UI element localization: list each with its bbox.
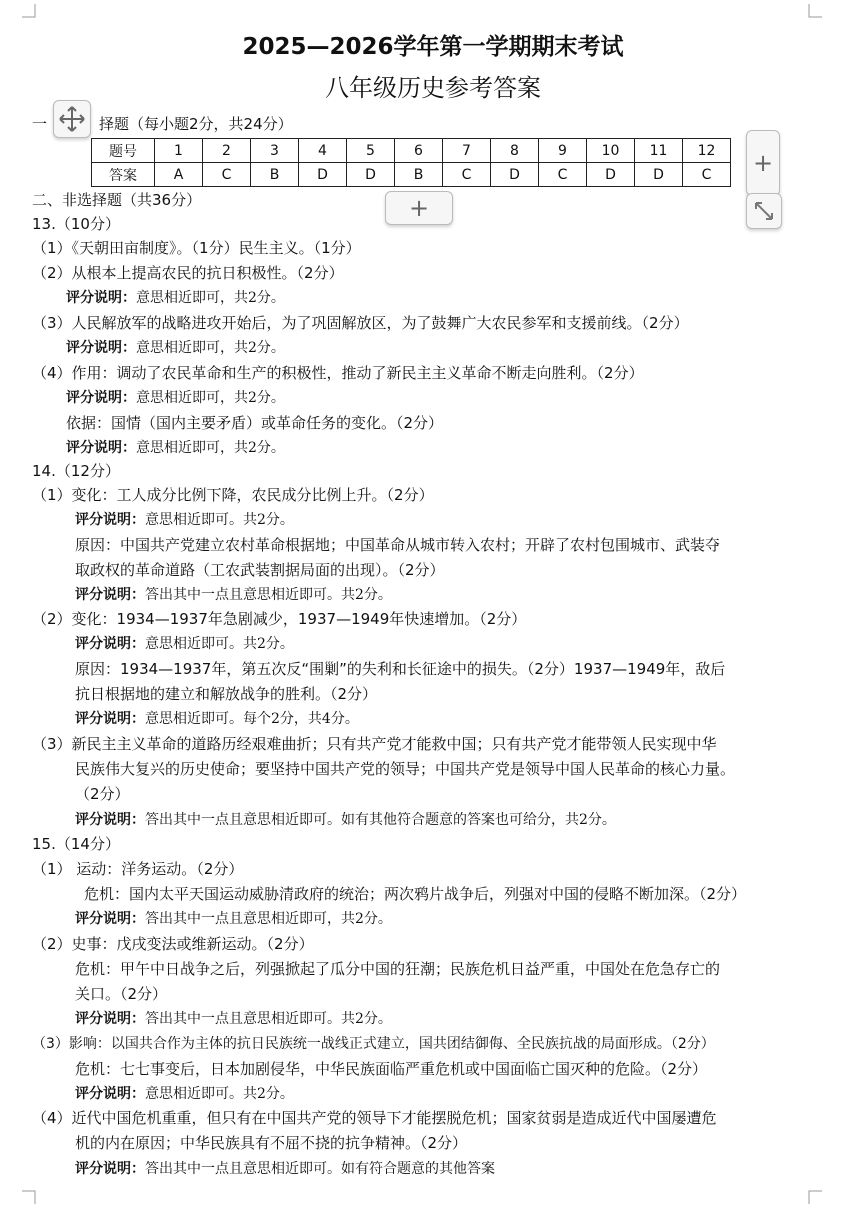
move-icon [58,105,86,133]
scoring-note: 评分说明：意思相近即可。共2分。 [75,1086,294,1102]
table-header-cell: 答案 [92,163,155,187]
answer-cell: D [299,163,347,187]
scoring-note: 评分说明：意思相近即可，共2分。 [66,290,285,306]
plus-icon: + [408,194,430,222]
plus-icon: + [752,149,774,177]
q14-line: 取政权的革命道路（工农武装割据局面的出现）。（2分） [75,561,445,579]
question-number-cell: 3 [251,139,299,163]
section2-heading: 二、非选择题（共36分） [32,191,202,209]
answer-cell: B [395,163,443,187]
q15-line: 危机：甲午中日战争之后，列强掀起了瓜分中国的狂潮；民族危机日益严重，中国处在危急存亡的 [75,960,721,978]
q15-line: （4）近代中国危机重重，但只有在中国共产党的领导下才能摆脱危机；国家贫弱是造成近代中国屡遭危 [32,1109,717,1127]
table-row [92,163,731,187]
crop-mark-icon [808,4,822,18]
scoring-note: 评分说明：答出其中一点且意思相近即可。如有其他符合题意的答案也可给分，共2分。 [75,812,616,828]
scoring-note: 评分说明：意思相近即可。共2分。 [75,636,294,652]
add-column-button[interactable] [746,130,780,196]
crop-mark-icon [808,1190,822,1204]
question-number-cell: 1 [155,139,203,163]
q14-line: 民族伟大复兴的历史使命；要坚持中国共产党的领导；中国共产党是领导中国人民革命的核心力量。 [75,760,736,778]
q15-line: 危机：国内太平天国运动威胁清政府的统治；两次鸦片战争后，列强对中国的侵略不断加深。（2分） [84,885,747,903]
q14-line: （2分） [75,785,130,803]
table-row [92,139,731,163]
q13-line: （3）人民解放军的战略进攻开始后，为了巩固解放区，为了鼓舞广大农民参军和支援前线。（2分） [32,314,689,332]
question-number-cell: 7 [443,139,491,163]
q15-line: 危机：七七事变后，日本加剧侵华，中华民族面临严重危机或中国面临亡国灭种的危险。（2分） [75,1060,708,1078]
section1-heading: 一 择题（每小题2分，共24分） [32,115,293,133]
crop-mark-icon [22,1190,36,1204]
table-resize-handle[interactable] [746,193,782,229]
scoring-note: 评分说明：意思相近即可，共2分。 [66,390,285,406]
answer-cell: C [539,163,587,187]
scoring-note: 评分说明：意思相近即可，共2分。 [66,440,285,456]
q15-line: （2）史事：戊戌变法或维新运动。（2分） [32,935,314,953]
scoring-note: 评分说明：意思相近即可。共2分。 [75,512,294,528]
q14-line: （2）变化：1934—1937年急剧减少，1937—1949年快速增加。（2分） [32,610,527,628]
q13-line: 依据：国情（国内主要矛盾）或革命任务的变化。（2分） [66,414,444,432]
answer-cell: D [635,163,683,187]
q14-heading: 14.（12分） [32,462,120,480]
q14-line: 原因：中国共产党建立农村革命根据地；中国革命从城市转入农村；开辟了农村包围城市、武装夺 [75,536,721,554]
q15-line: 机的内在原因；中华民族具有不屈不挠的抗争精神。（2分） [75,1134,468,1152]
question-number-cell: 2 [203,139,251,163]
answer-cell: C [683,163,731,187]
scoring-note: 评分说明：答出其中一点且意思相近即可。共2分。 [75,587,392,603]
table-header-cell: 题号 [92,139,155,163]
scoring-note: 评分说明：答出其中一点且意思相近即可，共2分。 [75,911,392,927]
answer-cell: C [203,163,251,187]
answer-cell: A [155,163,203,187]
q14-line: （1）变化：工人成分比例下降，农民成分比例上升。（2分） [32,486,434,504]
table-move-handle[interactable] [53,100,91,138]
answer-cell: D [347,163,395,187]
q15-line: （3）影响：以国共合作为主体的抗日民族统一战线正式建立，国共团结御侮、全民族抗战的局面形成。（2分） [32,1036,715,1052]
answer-cell: D [491,163,539,187]
q13-heading: 13.（10分） [32,215,120,233]
scoring-note: 评分说明：意思相近即可，共2分。 [66,340,285,356]
q15-line: （1） 运动：洋务运动。（2分） [32,860,244,878]
page-subtitle: 八年级历史参考答案 [325,74,541,102]
question-number-cell: 10 [587,139,635,163]
q14-line: （3）新民主主义革命的道路历经艰难曲折；只有共产党才能救中国；只有共产党才能带领人民实现中华 [32,735,717,753]
q13-line: （4）作用：调动了农民革命和生产的积极性，推动了新民主主义革命不断走向胜利。（2分） [32,364,644,382]
scoring-note: 评分说明：意思相近即可。每个2分，共4分。 [75,711,359,727]
question-number-cell: 12 [683,139,731,163]
q13-line: （1）《天朝田亩制度》。（1分）民生主义。（1分） [32,239,361,257]
answer-table [91,138,731,187]
add-row-button[interactable] [385,191,453,225]
answer-cell: C [443,163,491,187]
question-number-cell: 5 [347,139,395,163]
answer-cell: D [587,163,635,187]
q15-heading: 15.（14分） [32,835,120,853]
resize-icon [753,200,775,222]
answer-cell: B [251,163,299,187]
q14-line: 原因：1934—1937年，第五次反“围剿”的失利和长征途中的损失。（2分）1937—1949年，敌后 [75,660,726,678]
question-number-cell: 11 [635,139,683,163]
question-number-cell: 9 [539,139,587,163]
question-number-cell: 6 [395,139,443,163]
page-title: 2025—2026学年第一学期期末考试 [242,34,624,60]
scoring-note: 评分说明：答出其中一点且意思相近即可。如有符合题意的其他答案 [75,1161,495,1177]
q15-line: 关口。（2分） [75,985,168,1003]
scoring-note: 评分说明：答出其中一点且意思相近即可。共2分。 [75,1011,392,1027]
question-number-cell: 4 [299,139,347,163]
question-number-cell: 8 [491,139,539,163]
q13-line: （2）从根本上提高农民的抗日积极性。（2分） [32,264,344,282]
q14-line: 抗日根据地的建立和解放战争的胜利。（2分） [75,685,378,703]
crop-mark-icon [22,4,36,18]
